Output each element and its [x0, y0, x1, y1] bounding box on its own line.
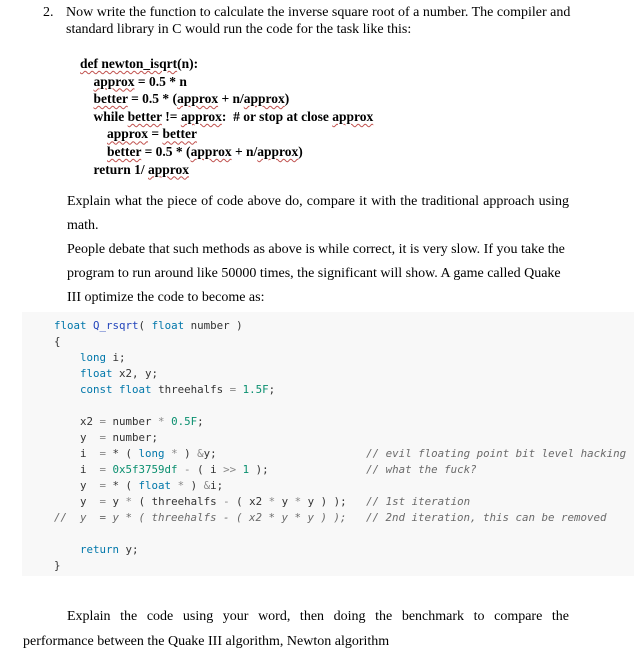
code-line: const float threehalfs = 1.5F; [80, 383, 276, 396]
pseudo-line: approx = better [107, 126, 197, 142]
pseudo-line: better = 0.5 * (approx + n/approx) [107, 143, 303, 159]
code-line [54, 526, 626, 542]
pseudo-line: better = 0.5 * (approx + n/approx) [93, 91, 290, 107]
question-number: 2. [43, 5, 54, 20]
code-line: long i; [80, 351, 126, 364]
explain-paragraph: Explain what the piece of code above do, compare it with the traditional approach using math. [67, 194, 569, 233]
code-line: return y; [80, 543, 139, 556]
code-line: y = y * ( threehalfs - ( x2 * y * y ) ); // 1st iteration [54, 495, 471, 508]
code-line: float Q_rsqrt( float number ) [54, 319, 243, 332]
code-line: x2 = number * 0.5F; [54, 415, 204, 428]
explain-code-paragraph: Explain the code using your word, then doing the benchmark to compare the [67, 609, 569, 624]
pseudo-line: def newton_isqrt(n): [80, 56, 199, 71]
code-line: { [54, 335, 61, 348]
code-line: } [54, 559, 61, 572]
debate-paragraph: People debate that such methods as above is while correct, it is very slow. If you take the program to run around like 50000 times, the significant will show. A game called Quake III optimize the code to become as: [67, 242, 565, 305]
question-2 [34, 4, 594, 38]
benchmark-paragraph: performance between the Quake III algorithm, Newton algorithm [23, 634, 390, 649]
code-line: float x2, y; [80, 367, 159, 380]
code-lines [54, 318, 626, 574]
code-line: i = * ( long * ) &y; // evil floating point bit level hacking [54, 447, 627, 460]
pseudo-line: approx = 0.5 * n [93, 73, 187, 89]
code-line [54, 398, 626, 414]
pseudo-line: while better != approx: # or stop at close approx [80, 108, 374, 124]
question-text: Now write the function to calculate the inverse square root of a number. The compiler and standard library in C would run the code for the task like this: [66, 5, 571, 37]
code-line: i = 0x5f3759df - ( i >> 1 ); // what the fuck? [54, 463, 477, 476]
code-line: // y = y * ( threehalfs - ( x2 * y * y ) ); // 2nd iteration, this can be removed [54, 511, 607, 524]
pseudo-code-block [80, 55, 373, 178]
c-code-block [22, 312, 634, 576]
pseudo-line: return 1/ approx [80, 161, 190, 177]
code-line: y = number; [54, 431, 159, 444]
code-line: y = * ( float * ) &i; [54, 479, 224, 492]
